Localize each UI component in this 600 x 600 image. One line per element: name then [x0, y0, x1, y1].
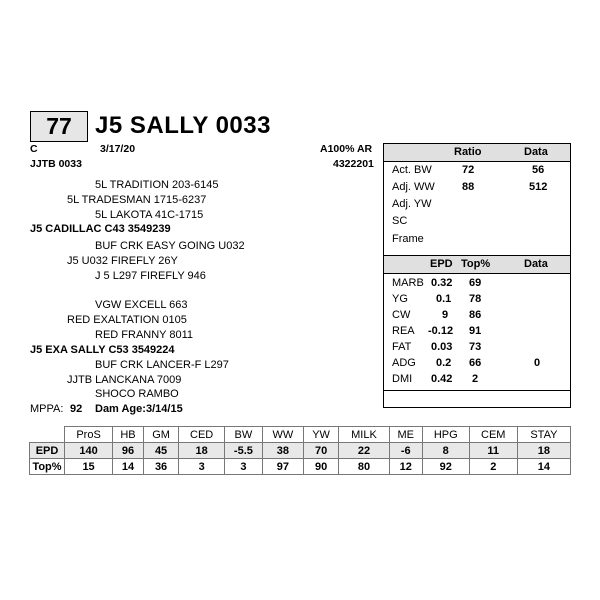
carcass-row-label: YG	[392, 293, 408, 305]
carcass-epd: 0.03	[431, 341, 453, 353]
epd-values-row	[30, 443, 571, 459]
carcass-epd: 0.1	[436, 293, 452, 305]
animal-class: C	[30, 143, 38, 155]
blank-header	[30, 427, 65, 443]
ratio-row-label: Adj. YW	[392, 198, 432, 210]
col-header: ME	[389, 427, 422, 443]
pedigree-sd: J5 U032 FIREFLY 26Y	[67, 255, 178, 267]
top-row-label: Top%	[30, 459, 65, 475]
pedigree-dd: JJTB LANCKANA 7009	[67, 374, 182, 386]
epd-row-label: EPD	[30, 443, 65, 459]
epd-cell: 45	[143, 443, 178, 459]
data-value: 56	[532, 164, 545, 176]
carcass-epd: -0.12	[428, 325, 454, 337]
top-cell: 14	[113, 459, 144, 475]
dam-age-value: 3/14/15	[146, 403, 183, 415]
dam-age-label: Dam Age:	[95, 403, 146, 415]
col-header: CED	[179, 427, 225, 443]
col-header: GM	[143, 427, 178, 443]
pedigree-dsd: RED FRANNY 8011	[95, 329, 194, 341]
col-header: WW	[262, 427, 303, 443]
animal-name: J5 SALLY 0033	[95, 112, 271, 139]
carcass-epd: 0.42	[431, 373, 453, 385]
epd-header-row	[30, 427, 571, 443]
top-cell: 12	[389, 459, 422, 475]
col-header: HB	[113, 427, 144, 443]
top-column-header: Top%	[461, 258, 491, 270]
carcass-top: 69	[469, 277, 482, 289]
ratio-value: 88	[462, 181, 475, 193]
panel-footer-box	[383, 391, 571, 408]
registration-number: 4322201	[333, 158, 374, 170]
top-cell: 80	[339, 459, 389, 475]
carcass-top: 78	[469, 293, 482, 305]
epd-cell: 22	[339, 443, 389, 459]
carcass-row-label: FAT	[392, 341, 412, 353]
epd-cell: 18	[179, 443, 225, 459]
epd-cell: 38	[262, 443, 303, 459]
mppa-label: MPPA:	[30, 403, 64, 415]
tattoo: JJTB 0033	[30, 158, 82, 170]
carcass-top: 86	[469, 309, 482, 321]
pedigree-sire: J5 CADILLAC C43 3549239	[30, 223, 171, 235]
carcass-row-label: CW	[392, 309, 411, 321]
pedigree-dss: VGW EXCELL 663	[95, 299, 188, 311]
data-column-header: Data	[524, 258, 548, 270]
epd-cell: 96	[113, 443, 144, 459]
top-cell: 36	[143, 459, 178, 475]
carcass-top: 2	[472, 373, 479, 385]
ratio-column-header: Ratio	[454, 146, 482, 158]
pedigree-sds: BUF CRK EASY GOING U032	[95, 240, 245, 252]
ratio-body	[383, 162, 571, 255]
carcass-epd: 0.2	[436, 357, 452, 369]
ratio-header	[383, 143, 571, 162]
pedigree-sdd: J 5 L297 FIREFLY 946	[95, 270, 206, 282]
carcass-row-label: REA	[392, 325, 415, 337]
epd-cell: -6	[389, 443, 422, 459]
mppa-value: 92	[70, 403, 83, 415]
top-percent-row	[30, 459, 571, 475]
ratio-row-label: Act. BW	[392, 164, 432, 176]
lot-number: 77	[30, 111, 88, 142]
col-header: CEM	[469, 427, 517, 443]
carcass-header	[383, 255, 571, 274]
col-header: STAY	[517, 427, 570, 443]
pedigree-dam: J5 EXA SALLY C53 3549224	[30, 344, 175, 356]
ratio-row-label: SC	[392, 215, 408, 227]
pedigree-ss: 5L TRADESMAN 1715-6237	[67, 194, 207, 206]
carcass-row-label: ADG	[392, 357, 416, 369]
carcass-top: 91	[469, 325, 482, 337]
carcass-row-label: MARB	[392, 277, 424, 289]
epd-cell: -5.5	[225, 443, 263, 459]
epd-table	[29, 426, 571, 475]
ratio-value: 72	[462, 164, 475, 176]
epd-column-header: EPD	[430, 258, 453, 270]
top-cell: 3	[179, 459, 225, 475]
carcass-row-label: DMI	[392, 373, 413, 385]
ratio-panel	[383, 143, 571, 408]
carcass-top: 66	[469, 357, 482, 369]
col-header: BW	[225, 427, 263, 443]
data-value: 512	[529, 181, 548, 193]
top-cell: 92	[422, 459, 469, 475]
ratio-row-label: Adj. WW	[392, 181, 435, 193]
epd-cell: 70	[303, 443, 338, 459]
pedigree-dds: BUF CRK LANCER-F L297	[95, 359, 229, 371]
col-header: MILK	[339, 427, 389, 443]
top-cell: 90	[303, 459, 338, 475]
pedigree-sss: 5L TRADITION 203-6145	[95, 179, 219, 191]
col-header: YW	[303, 427, 338, 443]
carcass-epd: 9	[442, 309, 449, 321]
ratio-row-label: Frame	[392, 233, 424, 245]
epd-cell: 11	[469, 443, 517, 459]
top-cell: 14	[517, 459, 570, 475]
col-header: ProS	[65, 427, 113, 443]
top-cell: 97	[262, 459, 303, 475]
carcass-body	[383, 274, 571, 391]
epd-cell: 8	[422, 443, 469, 459]
carcass-epd: 0.32	[431, 277, 453, 289]
pedigree-ssd: 5L LAKOTA 41C-1715	[95, 209, 204, 221]
pedigree-ds: RED EXALTATION 0105	[67, 314, 187, 326]
data-column-header: Data	[524, 146, 548, 158]
epd-cell: 18	[517, 443, 570, 459]
top-cell: 2	[469, 459, 517, 475]
col-header: HPG	[422, 427, 469, 443]
epd-cell: 140	[65, 443, 113, 459]
breed-percentage: A100% AR	[320, 143, 373, 155]
pedigree-ddd: SHOCO RAMBO	[95, 388, 179, 400]
birth-date: 3/17/20	[100, 143, 136, 155]
top-cell: 15	[65, 459, 113, 475]
carcass-data: 0	[534, 357, 541, 369]
carcass-top: 73	[469, 341, 482, 353]
top-cell: 3	[225, 459, 263, 475]
